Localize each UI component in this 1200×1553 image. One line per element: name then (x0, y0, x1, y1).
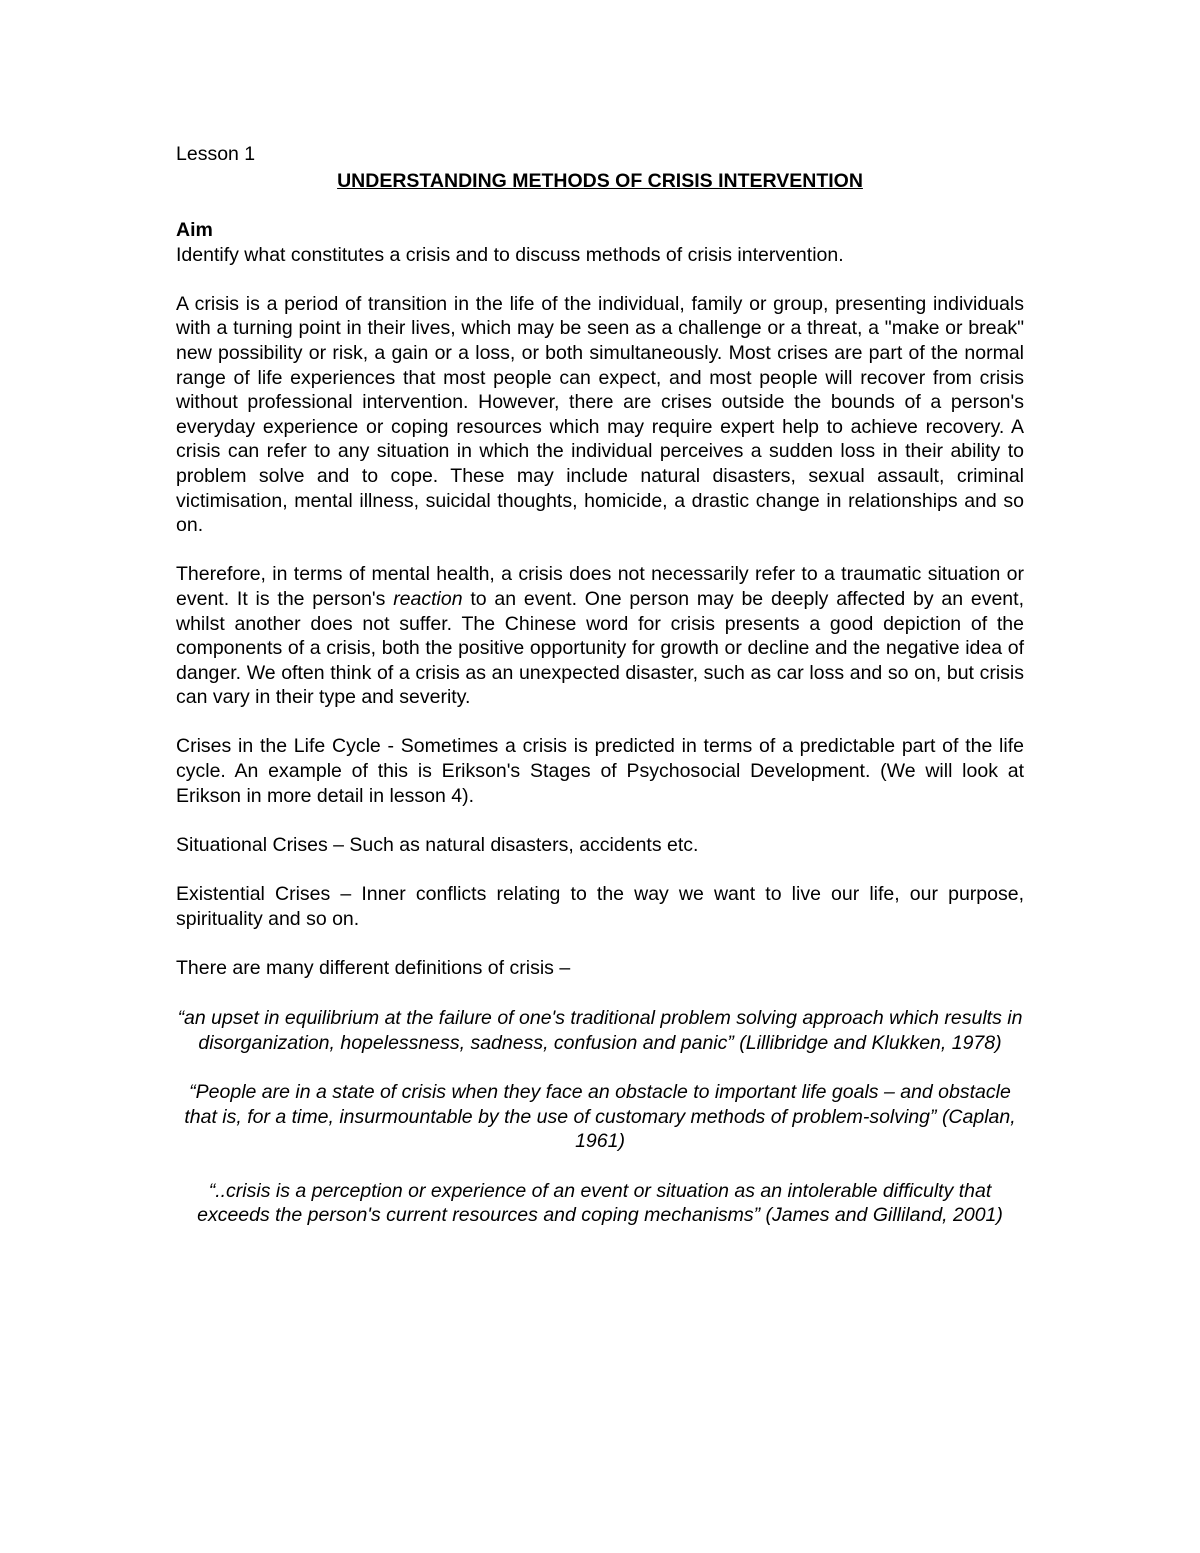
aim-text: Identify what constitutes a crisis and to discuss methods of crisis intervention. (176, 243, 844, 266)
paragraph-crisis-definition: A crisis is a period of transition in the life of the individual, family or group, presenting individuals with a turning point in their lives, which may be seen as a challenge or a threat, a "make or break" new possibility or risk, a gain or a loss, or both simultaneously. Most crises are part of the normal range of life experiences that most people can expect, and most people will recover from crisis without professional intervention. However, there are crises outside the bounds of a person's everyday experience or coping resources which may require expert help to achieve recovery. A crisis can refer to any situation in which the individual perceives a sudden loss in their ability to problem solve and to cope. These may include natural disasters, sexual assault, criminal victimisation, mental illness, suicidal thoughts, homicide, a drastic change in relationships and so on. (176, 292, 1024, 537)
paragraph-existential-crises: Existential Crises – Inner conflicts relating to the way we want to live our life, our purpose, spirituality and so on. (176, 883, 1024, 930)
paragraph-mental-health-text-after: to an event. One person may be deeply affected by an event, whilst another does not suffer. The Chinese word for crisis presents a good depiction of the components of a crisis, both the positive opportunity for growth or decline and the negative idea of danger. We often think of a crisis as an unexpected disaster, such as car loss and so on, but crisis can vary in their type and severity. (176, 587, 1024, 709)
document-title: UNDERSTANDING METHODS OF CRISIS INTERVENTION (337, 170, 863, 192)
paragraph-mental-health-emphasis: reaction (393, 587, 463, 610)
paragraph-situational-crises: Situational Crises – Such as natural disasters, accidents etc. (176, 833, 699, 856)
quote-lillibridge-klukken: “an upset in equilibrium at the failure of one's traditional problem solving approach which results in disorganization, hopelessness, sadness, confusion and panic” (Lillibridge and Klukken, 1978) (177, 1007, 1023, 1054)
paragraph-mental-health-text-before: Therefore, in terms of mental health, a crisis does not necessarily refer to a traumatic situation or event. It is the person's (176, 563, 1024, 610)
document-page (176, 140, 1024, 1228)
lesson-label: Lesson 1 (176, 143, 256, 165)
quote-james-gilliland: “..crisis is a perception or experience of an event or situation as an intolerable difficulty that exceeds the person's current resources and coping mechanisms” (James and Gilliland, 2001) (197, 1179, 1003, 1227)
paragraph-definitions-intro: There are many different definitions of crisis – (176, 956, 571, 979)
quote-caplan: “People are in a state of crisis when they face an obstacle to important life goals – and obstacle that is, for a time, insurmountable by the use of customary methods of problem-solving” (Caplan, 1961) (184, 1081, 1016, 1153)
paragraph-mental-health (176, 562, 1024, 710)
aim-heading: Aim (176, 219, 213, 241)
paragraph-life-cycle: Crises in the Life Cycle - Sometimes a crisis is predicted in terms of a predictable part of the life cycle. An example of this is Erikson's Stages of Psychosocial Development. (We will look at Erikson in more detail in lesson 4). (176, 735, 1024, 807)
